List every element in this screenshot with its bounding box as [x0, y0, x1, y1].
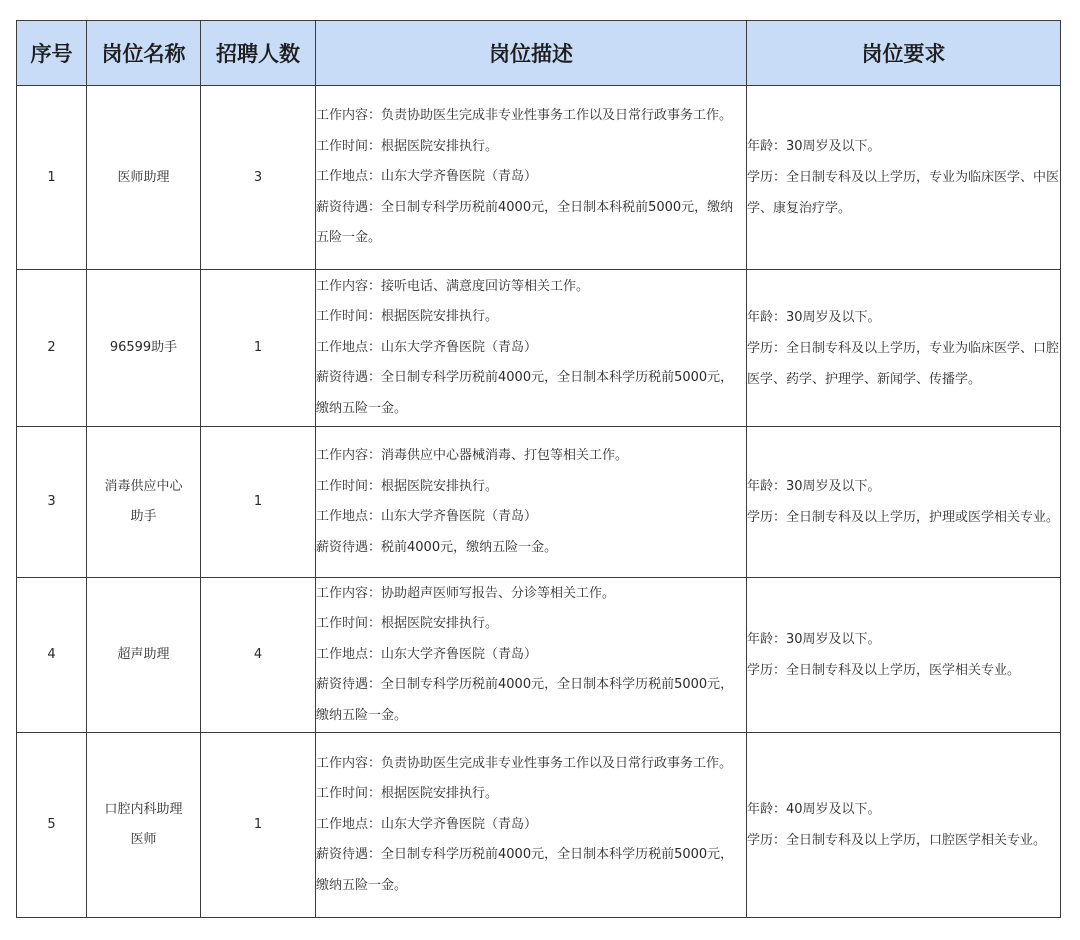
header-headcount: 招聘人数 [201, 21, 316, 86]
row-position: 消毒供应中心助手 [87, 427, 201, 578]
header-requirements: 岗位要求 [747, 21, 1061, 86]
requirement-education: 学历：全日制专科及以上学历，专业为临床医学、口腔医学、药学、护理学、新闻学、传播学。 [747, 340, 1060, 387]
row-description [316, 86, 747, 270]
description-hours: 工作时间：根据医院安排执行。 [316, 309, 499, 325]
row-index: 5 [17, 733, 87, 918]
table-header-row [17, 21, 1061, 86]
description-hours: 工作时间：根据医院安排执行。 [316, 478, 499, 494]
description-location: 工作地点：山东大学齐鲁医院（青岛） [316, 169, 538, 185]
table-row [17, 427, 1061, 578]
row-position: 口腔内科助理医师 [87, 733, 201, 918]
header-description: 岗位描述 [316, 21, 747, 86]
row-requirements [747, 578, 1061, 733]
description-salary: 薪资待遇：全日制专科学历税前4000元，全日制本科学历税前5000元，缴纳五险一金。 [316, 847, 734, 893]
row-headcount: 4 [201, 578, 316, 733]
row-headcount: 1 [201, 733, 316, 918]
description-hours: 工作时间：根据医院安排执行。 [316, 786, 499, 802]
row-description [316, 733, 747, 918]
row-requirements [747, 86, 1061, 270]
requirement-age: 年龄：30周岁及以下。 [747, 479, 881, 494]
requirement-age: 年龄：40周岁及以下。 [747, 802, 881, 817]
job-table [16, 20, 1061, 918]
requirement-education: 学历：全日制专科及以上学历，护理或医学相关专业。 [747, 510, 1060, 525]
table-row [17, 86, 1061, 270]
description-salary: 薪资待遇：全日制专科学历税前4000元，全日制本科税前5000元，缴纳五险一金。 [316, 199, 734, 246]
row-requirements [747, 427, 1061, 578]
header-index: 序号 [17, 21, 87, 86]
description-location: 工作地点：山东大学齐鲁医院（青岛） [316, 646, 538, 662]
requirement-age: 年龄：30周岁及以下。 [747, 139, 881, 154]
description-salary: 薪资待遇：全日制专科学历税前4000元，全日制本科学历税前5000元，缴纳五险一金。 [316, 677, 734, 723]
requirement-age: 年龄：30周岁及以下。 [747, 309, 881, 325]
row-index: 1 [17, 86, 87, 270]
requirement-education: 学历：全日制专科及以上学历，专业为临床医学、中医学、康复治疗学。 [747, 170, 1060, 216]
description-salary: 薪资待遇：税前4000元，缴纳五险一金。 [316, 539, 558, 555]
row-requirements [747, 270, 1061, 427]
description-content: 工作内容：接听电话、满意度回访等相关工作。 [316, 278, 590, 294]
description-salary: 薪资待遇：全日制专科学历税前4000元，全日制本科学历税前5000元，缴纳五险一金。 [316, 370, 734, 416]
description-hours: 工作时间：根据医院安排执行。 [316, 616, 499, 632]
requirement-education: 学历：全日制专科及以上学历，口腔医学相关专业。 [747, 833, 1047, 848]
description-location: 工作地点：山东大学齐鲁医院（青岛） [316, 816, 538, 832]
description-content: 工作内容：消毒供应中心器械消毒、打包等相关工作。 [316, 448, 629, 463]
row-description [316, 270, 747, 427]
row-index: 3 [17, 427, 87, 578]
description-location: 工作地点：山东大学齐鲁医院（青岛） [316, 339, 538, 355]
header-position: 岗位名称 [87, 21, 201, 86]
description-hours: 工作时间：根据医院安排执行。 [316, 138, 499, 154]
description-content: 工作内容：负责协助医生完成非专业性事务工作以及日常行政事务工作。 [316, 108, 733, 124]
row-headcount: 1 [201, 270, 316, 427]
row-description [316, 578, 747, 733]
table-row [17, 733, 1061, 918]
row-position: 医师助理 [87, 86, 201, 270]
row-requirements [747, 733, 1061, 918]
description-content: 工作内容：协助超声医师写报告、分诊等相关工作。 [316, 585, 616, 601]
row-position: 96599助手 [87, 270, 201, 427]
row-headcount: 1 [201, 427, 316, 578]
description-content: 工作内容：负责协助医生完成非专业性事务工作以及日常行政事务工作。 [316, 755, 733, 771]
table-row [17, 578, 1061, 733]
requirement-education: 学历：全日制专科及以上学历，医学相关专业。 [747, 663, 1021, 678]
row-position: 超声助理 [87, 578, 201, 733]
row-headcount: 3 [201, 86, 316, 270]
description-location: 工作地点：山东大学齐鲁医院（青岛） [316, 509, 538, 524]
requirement-age: 年龄：30周岁及以下。 [747, 632, 881, 647]
table-row [17, 270, 1061, 427]
row-index: 2 [17, 270, 87, 427]
row-description [316, 427, 747, 578]
row-index: 4 [17, 578, 87, 733]
